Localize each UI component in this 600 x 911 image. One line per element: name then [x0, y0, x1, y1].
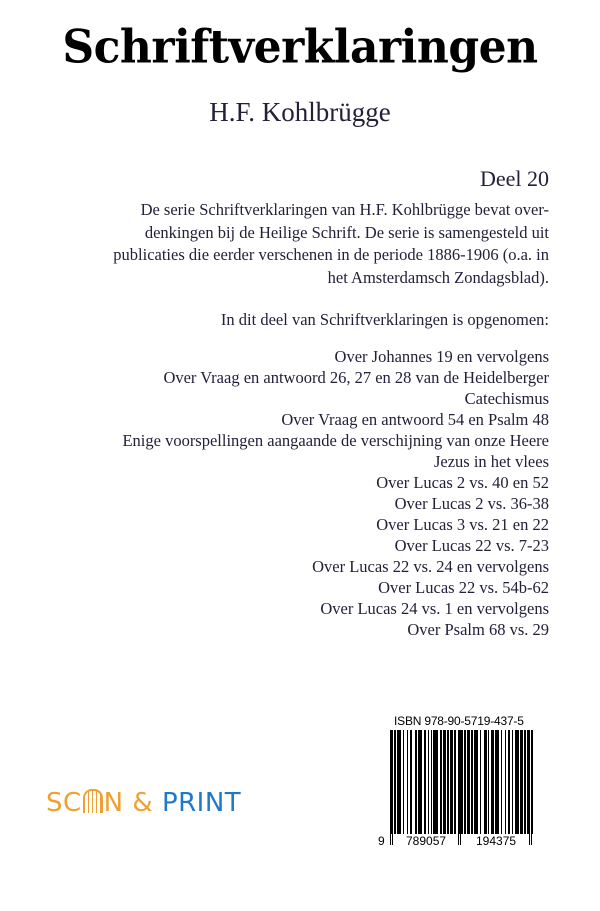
contents-item: Over Psalm 68 vs. 29: [407, 620, 549, 639]
book-icon: [83, 789, 103, 813]
contents-item: Enige voorspellingen aangaande de verschijning van onze Heere: [122, 431, 549, 450]
contents-item: Over Lucas 22 vs. 7-23: [394, 536, 549, 555]
contents-item: Catechismus: [464, 389, 549, 408]
barcode-digits-right: 194375: [476, 834, 517, 848]
series-description: [60, 199, 549, 289]
contents-item: Over Lucas 24 vs. 1 en vervolgens: [320, 599, 549, 618]
contents-item: Over Lucas 22 vs. 24 en vervolgens: [312, 557, 549, 576]
description-line: denkingen bij de Heilige Schrift. De serie is samengesteld uit: [144, 222, 549, 242]
contents-heading: In dit deel van Schriftverklaringen is opgenomen:: [220, 310, 549, 329]
contents-item: Jezus in het vlees: [433, 452, 549, 471]
contents-item: Over Lucas 2 vs. 36-38: [394, 494, 549, 513]
contents-list: [122, 346, 549, 640]
logo-text-scan-start: SC: [46, 788, 82, 818]
contents-item: Over Lucas 22 vs. 54b-62: [378, 578, 549, 597]
description-line: het Amsterdamsch Zondagsblad).: [327, 267, 549, 287]
contents-item: Over Vraag en antwoord 54 en Psalm 48: [281, 410, 549, 429]
contents-item: Over Vraag en antwoord 26, 27 en 28 van de Heidelberger: [163, 368, 549, 387]
book-title: Schriftverklaringen: [62, 20, 538, 75]
barcode-digit-first: 9: [378, 834, 385, 848]
contents-item: Over Lucas 3 vs. 21 en 22: [376, 515, 549, 534]
author-name: H.F. Kohlbrügge: [209, 97, 391, 127]
contents-item: Over Lucas 2 vs. 40 en 52: [376, 473, 549, 492]
isbn-barcode: [378, 714, 558, 864]
barcode-bars: [390, 730, 533, 845]
description-line: publicaties die eerder verschenen in de periode 1886-1906 (o.a. in: [113, 245, 549, 264]
volume-number: Deel 20: [479, 166, 549, 191]
publisher-logo: [46, 788, 241, 818]
logo-text-print: PRINT: [161, 788, 242, 818]
logo-text-scan-end: N &: [103, 788, 162, 818]
contents-item: Over Johannes 19 en vervolgens: [334, 347, 549, 366]
barcode-digits-left: 789057: [406, 834, 447, 848]
description-line: De serie Schriftverklaringen van H.F. Kohlbrügge bevat over-: [140, 200, 549, 219]
isbn-label: ISBN 978-90-5719-437-5: [394, 714, 524, 728]
